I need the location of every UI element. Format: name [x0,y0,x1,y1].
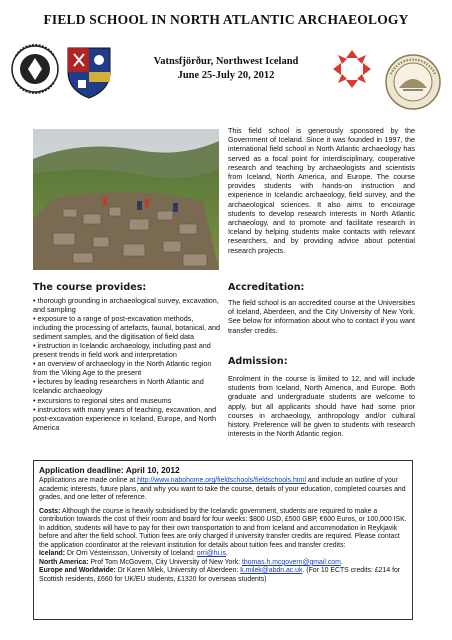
intro-paragraph: This field school is generously sponsored by the Government of Iceland. Since it was founded in 1997, the international field school in North Atlantic archaeology has served as a focal point for interdisciplinary, cooperative research and teaching by archaeologists and scientists from Iceland, North America, and Europe. The course provides students with hands-on instruction and experience in Icelandic archaeology, field survey, and the archaeological sciences. It also aims to encourage students to develop research interests in North Atlantic archaeology, and to promote and facilitate research in Iceland by helping students make contacts with relevant researchers, and by providing advice about potential research projects. [228,126,415,255]
admission-paragraph: Enrolment in the course is limited to 12, and will include students from Iceland, North America, and Europe. Both graduate and undergraduate students are welcome to apply, but all applicants should have had some prior courses in archaeology, anthropology and/or cultural history. Preference will be given to students with research interests in the North Atlantic region. [228,374,415,439]
contact-iceland: Iceland: Dr Orri Vésteinsson, University of Iceland: orri@hi.is. [39,550,228,558]
admission-heading: Admission: [228,356,288,367]
iceland-email-link[interactable]: orri@hi.is [196,550,226,558]
list-item: • lectures by leading researchers in North Atlantic and Icelandic archaeology [33,377,204,396]
contact-europe: Europe and Worldwide: Dr Karen Milek, University of Aberdeen: k.milek@abdn.ac.uk. (For 10 ECTS credits: £214 for Scottish residents, £660 for UK/EU students, £1320 for overseas students) [39,567,401,584]
excavation-photo [33,129,219,270]
application-link[interactable]: http://www.nabohome.org/fieldschools/fieldschools.html [137,477,306,484]
list-item: • instruction in Icelandic archaeology, including past and present trends in field work and interpretation [33,341,211,360]
application-box [33,460,413,620]
application-deadline: Application deadline: April 10, 2012 [39,465,180,475]
course-heading: The course provides: [33,282,147,293]
accreditation-heading: Accreditation: [228,282,305,293]
vestfirdir-seal-logo [383,52,443,112]
europe-email-link[interactable]: k.milek@abdn.ac.uk [240,567,303,575]
application-instructions: Applications are made online at http://www.nabohome.org/fieldschools/fieldschools.html and include an outline of your academic interests, future plans, and why you want to take the course, details of your education, completed courses and grades, and one letter of reference. [39,477,406,502]
page-title: FIELD SCHOOL IN NORTH ATLANTIC ARCHAEOLOGY [43,12,409,27]
contact-north-america: North America: Prof Tom McGovern, City University of New York: thomas.h.mcgovern@gmail.com. [39,558,343,566]
list-item: • exposure to a range of post-excavation methods, including the processing of artefacts, faunal, botanical, and sediment samples, and the digitisation of field data [33,314,220,342]
course-list [33,296,221,432]
list-item: • an overview of archaeology in the North Atlantic region from the Viking Age to the present [33,359,212,378]
costs-paragraph: Costs: Although the course is heavily subsidised by the Icelandic government, students are required to make a contribution towards the cost of their room and board for four weeks: $800 USD, £500 GBP, €600 Euros, or 100,000 ISK. In addition, students will have to pay for their own transportation to and from Iceland and accommodation in Reykjavik before and after the field school. Tuition fees are only charged if university transfer credits are required. Please contact the application coordinator at the relevant institution for details about tuition fees and transfer credits: [39,507,407,549]
location-line: Vatnsfjörður, Northwest Iceland [153,56,299,67]
list-item: • thorough grounding in archaeological survey, excavation, and sampling [33,296,219,315]
north-america-email-link[interactable]: thomas.h.mcgovern@gmail.com [241,558,341,566]
list-item: • instructors with many years of teaching, excavation, and post-excavation experience in Iceland, Europe, and North America [33,404,217,432]
nabo-logo [325,46,379,92]
accreditation-paragraph: The field school is an accredited course at the Universities of Iceland, Aberdeen, and the City University of New York. See below for information about who to contact if you want transfer credits. [228,298,415,335]
dates-line: June 25-July 20, 2012 [177,70,275,81]
list-item: • excursions to regional sites and museums [33,395,172,405]
